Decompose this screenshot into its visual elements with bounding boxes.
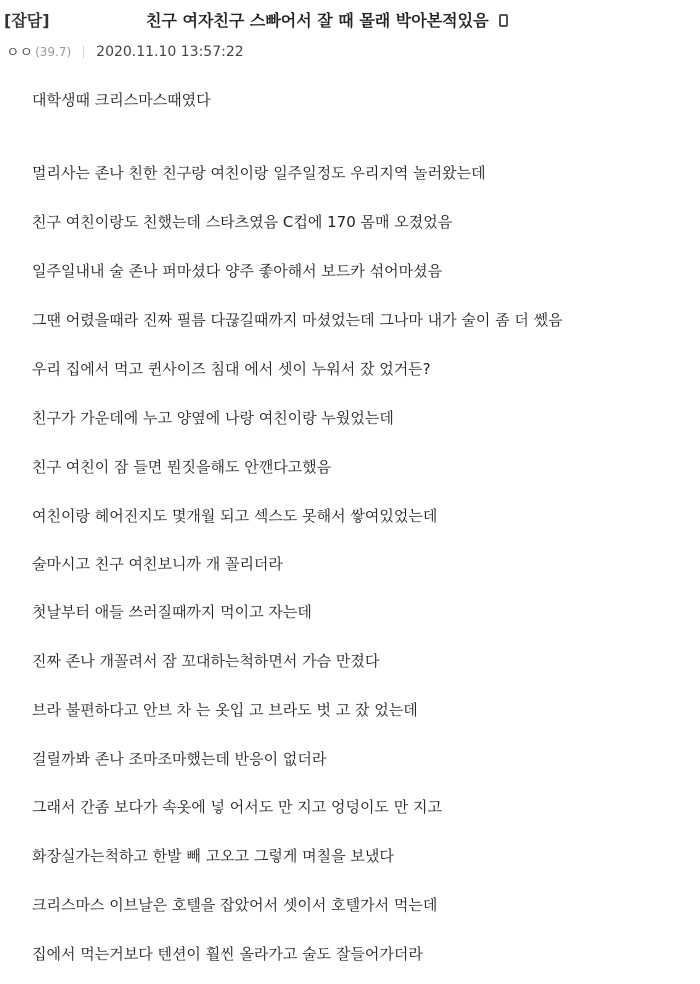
body-line: 친구 여친이 잠 들면 뭔짓을해도 안깬다고했음: [32, 458, 332, 476]
body-line: 첫날부터 애들 쓰러질때까지 먹이고 자는데: [32, 603, 312, 621]
body-line: 집에서 먹는거보다 텐션이 훨씬 올라가고 술도 잘들어가더라: [32, 945, 423, 963]
post-datetime: 2020.11.10 13:57:22: [96, 44, 244, 60]
post-category[interactable]: [잡담]: [4, 11, 50, 30]
body-line: 그래서 간좀 보다가 속옷에 넣 어서도 만 지고 엉덩이도 만 지고: [32, 798, 442, 816]
body-line: 멀리사는 존나 친한 친구랑 여친이랑 일주일정도 우리지역 놀러왔는데: [32, 164, 486, 182]
body-line: 일주일내내 술 존나 퍼마셨다 양주 좋아해서 보드카 섞어마셨음: [32, 262, 443, 280]
body-line: 우리 집에서 먹고 퀸사이즈 침대 에서 셋이 누워서 잤 었거든?: [32, 360, 431, 378]
body-line: 크리스마스 이브날은 호텔을 잡았어서 셋이서 호텔가서 먹는데: [32, 896, 438, 914]
post-title-wrap: [146, 8, 508, 31]
body-line: 화장실가는척하고 한발 빼 고오고 그렇게 며칠을 보냈다: [32, 847, 394, 865]
post-meta: [6, 42, 244, 62]
body-line: 친구 여친이랑도 친했는데 스타츠였음 C컵에 170 몸매 오졌었음: [32, 213, 453, 231]
author-ip: (39.7): [35, 45, 72, 59]
mobile-icon: [499, 14, 508, 27]
post-title: 친구 여자친구 스빠어서 잘 때 몰래 박아본적있음: [146, 11, 489, 30]
post-header: [0, 0, 700, 40]
body-line: 친구가 가운데에 누고 양옆에 나랑 여친이랑 누웠었는데: [32, 409, 394, 427]
body-line: 그땐 어렸을때라 진짜 필름 다끊길때까지 마셨었는데 그나마 내가 술이 좀 더 쎘음: [32, 311, 563, 329]
meta-divider: [83, 46, 84, 58]
body-line: 여친이랑 헤어진지도 몇개월 되고 섹스도 못해서 쌓여있었는데: [32, 507, 438, 525]
body-line: 브라 불편하다고 안브 차 는 옷입 고 브라도 벗 고 잤 었는데: [32, 701, 418, 719]
body-line: 술마시고 친구 여친보니까 개 꼴리더라: [32, 555, 283, 573]
body-line: 대학생때 크리스마스때였다: [32, 91, 211, 109]
author-name[interactable]: ㅇㅇ: [6, 45, 34, 61]
body-line: 걸릴까봐 존나 조마조마했는데 반응이 없더라: [32, 750, 327, 768]
body-line: 진짜 존나 개꼴려서 잠 꼬대하는척하면서 가슴 만졌다: [32, 652, 380, 670]
